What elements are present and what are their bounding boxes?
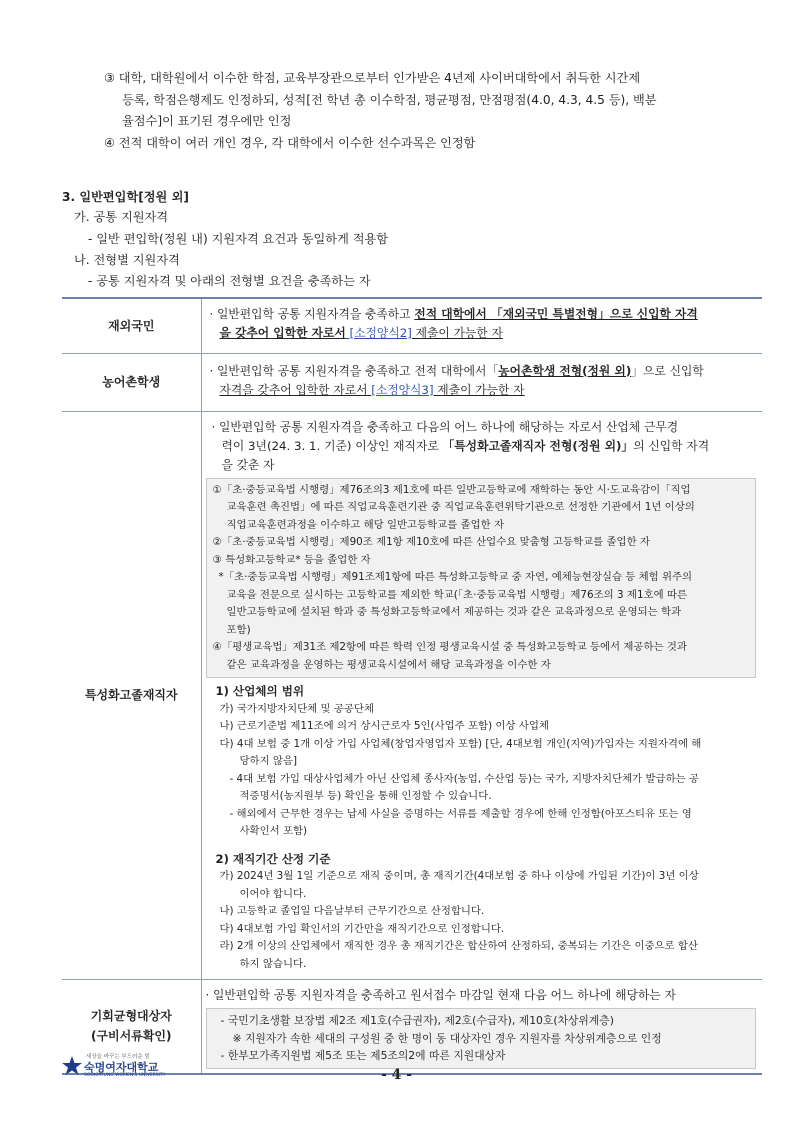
box-line: 같은 교육과정을 운영하는 평생교육시설에서 해당 교육과정을 이수한 자 [226,658,551,671]
text: · 일반편입학 공통 지원자격을 충족하고 [209,307,415,321]
label-line: (구비서류확인) [90,1029,172,1044]
list-item: 가) 2024년 3월 1일 기준으로 재직 중이며, 총 재직기간(4대보험 중 하나 이상에 가입된 기간)이 3년 이상 [219,870,699,882]
row-overseas [62,298,762,353]
text: 」으로 신입학 [631,363,704,378]
text: 제출이 가능한 자 [433,382,525,397]
box-line: ①「초·중등교육법 시행령」제76조의3 제1호에 따른 일반고등학교에 재학하는 동안 시·도교육감이「직업 [212,483,691,496]
intro-line: · 일반편입학 공통 지원자격을 충족하고 원서접수 마감일 현재 다음 어느 하나에 해당하는 자 [205,988,676,1002]
text: 자격을 갖추어 입학한 자로서 [219,382,372,397]
box-line: ②「초·중등교육법 시행령」제90조 제1항 제10호에 따른 산업수요 맞춤형 고등학교를 졸업한 자 [212,536,650,548]
intro-line: 을 갖춘 자 [221,457,275,472]
box-line: - 국민기초생활 보장법 제2조 제1호(수급권자), 제2호(수급자), 제10호(차상위계층) [220,1014,614,1027]
box-line: 포함) [226,623,251,636]
criteria-box [206,478,757,679]
form-link[interactable]: [소정양식3] [371,382,434,397]
row-content [201,980,762,1074]
label-line: 기회균형대상자 [90,1009,172,1024]
page-number: - 4 - [380,1067,413,1083]
logo-english: SOOKMYUNG WOMEN'S UNIVERSITY [84,1073,166,1078]
list-item: 당하지 않음] [239,755,298,767]
item3-line3: 율점수]이 표기된 경우에만 인정 [122,114,292,128]
box-line: 직업교육훈련과정을 이수하고 해당 일반고등학교를 졸업한 자 [226,518,504,531]
item3-line2: 등록, 학점은행제도 인정하되, 성적[전 학년 총 이수학점, 평균평점, 만점평점(4.0, 4.3, 4.5 등), 백분 [122,93,657,107]
emphasis: 「특성화고졸재직자 전형(정원 외)」 [442,438,634,453]
box-line: ※ 지원자가 속한 세대의 구성원 중 한 명이 동 대상자인 경우 지원자를 차상위계층으로 인정 [232,1031,662,1045]
box-line: 일반고등학교에 설치된 학과 중 특성화고등학교에서 제공하는 것과 같은 교육과정으로 운영되는 학과 [226,606,682,618]
list-item: 사확인서 포함) [239,825,308,837]
row-content [201,298,762,353]
text: · 일반편입학 공통 지원자격을 충족하고 전적 대학에서「 [209,363,499,378]
box-line: 교육훈련 촉진법」에 따른 직업교육훈련기관 중 직업교육훈련위탁기관으로 선정한 기관에서 1년 이상의 [226,501,695,513]
section-a: 가. 공통 지원자격 [74,210,169,224]
list-item: 이어야 합니다. [239,887,307,900]
box-line: ④「평생교육법」제31조 제2항에 따른 학력 인정 평생교육시설 중 특성화고등학교 등에서 제공하는 것과 [212,641,687,653]
box-line: 교육을 전문으로 실시하는 고등학교를 제외한 학교(「초·중등교육법 시행령」제76조의 3 제1호에 따른 [226,588,688,601]
section-b: 나. 전형별 지원자격 [74,253,180,267]
list-item: 나) 고등학교 졸업일 다음날부터 근무기간으로 산정합니다. [219,905,485,917]
form-link[interactable]: [소정양식2] [345,326,412,340]
subheading: 2) 재직기간 산정 기준 [215,851,331,866]
intro-line: · 일반편입학 공통 지원자격을 충족하고 다음의 어느 하나에 해당하는 자로서 산업체 근무경 [211,419,679,434]
row-specialized [62,411,762,980]
emphasis: 을 갖추어 입학한 자로서 [219,326,346,340]
subheading: 1) 산업체의 범위 [215,684,305,698]
list-item: 적증명서(농지원부 등) 확인을 통해 인정할 수 있습니다. [239,790,492,802]
box-line: *「초·중등교육법 시행령」제91조제1항에 따른 특성화고등학교 중 자연, 예체능현장실습 등 체험 위주의 [218,571,693,583]
eligibility-table [62,297,762,1075]
text: 력이 3년(24. 3. 1. 기준) 이상인 재직자로 [221,438,443,453]
list-item: 가) 국가지방자치단체 및 공공단체 [219,702,374,715]
list-item: 하지 않습니다. [239,957,307,970]
row-content [201,411,762,980]
emphasis: 농어촌학생 전형(정원 외) [498,363,632,378]
list-item: - 4대 보험 가입 대상사업체가 아닌 산업체 종사자(농업, 수산업 등)는 국가, 지방자치단체가 발급하는 공 [229,772,700,785]
list-item: 다) 4대보험 가입 확인서의 기간만을 재직기간으로 인정합니다. [219,922,505,935]
row-label: 특성화고졸재직자 [62,411,201,980]
emphasis: 전적 대학에서 「재외국민 특별전형」으로 신입학 자격 [414,307,698,321]
section-b-sub: - 공통 지원자격 및 아래의 전형별 요건을 충족하는 자 [88,274,371,288]
item3-line1: ③ 대학, 대학원에서 이수한 학점, 교육부장관으로부터 인가받은 4년제 사이버대학에서 취득한 시간제 [104,71,641,85]
list-item: - 해외에서 근무한 경우는 납세 사실을 증명하는 서류를 제출할 경우에 한해 인정함(아포스티유 또는 영 [229,807,692,820]
logo-slogan: 세상을 바꾸는 부드러운 힘 [86,1054,150,1060]
box-line: ③ 특성화고등학교* 등을 졸업한 자 [212,553,371,566]
row-label: 농어촌학생 [62,353,201,411]
text: 제출이 가능한 자 [411,326,503,340]
list-item: 라) 2개 이상의 산업체에서 재직한 경우 총 재직기간은 합산하여 산정하되, 중복되는 기간은 이중으로 합산 [219,940,698,952]
text: 의 신입학 자격 [633,438,710,453]
list-item: 다) 4대 보험 중 1개 이상 가입 사업체(창업자영업자 포함) [단, 4대보험 개인(지역)가입자는 지원자격에 해 [219,737,702,750]
box-line: - 한부모가족지원법 제5조 또는 제5조의2에 따른 지원대상자 [220,1049,506,1062]
section-title: 3. 일반편입학[정원 외] [62,190,189,204]
section-a-sub: - 일반 편입학(정원 내) 지원자격 요건과 동일하게 적용함 [88,232,389,246]
list-item: 나) 근로기준법 제11조에 의거 상시근로자 5인(사업주 포함) 이상 사업체 [219,720,549,732]
item4: ④ 전적 대학이 여러 개인 경우, 각 대학에서 이수한 선수과목은 인정함 [104,136,476,150]
row-content [201,353,762,411]
criteria-box [206,1008,757,1069]
logo-name: 숙명여자대학교 [84,1061,159,1074]
row-label: 재외국민 [62,298,201,353]
row-farm [62,353,762,411]
